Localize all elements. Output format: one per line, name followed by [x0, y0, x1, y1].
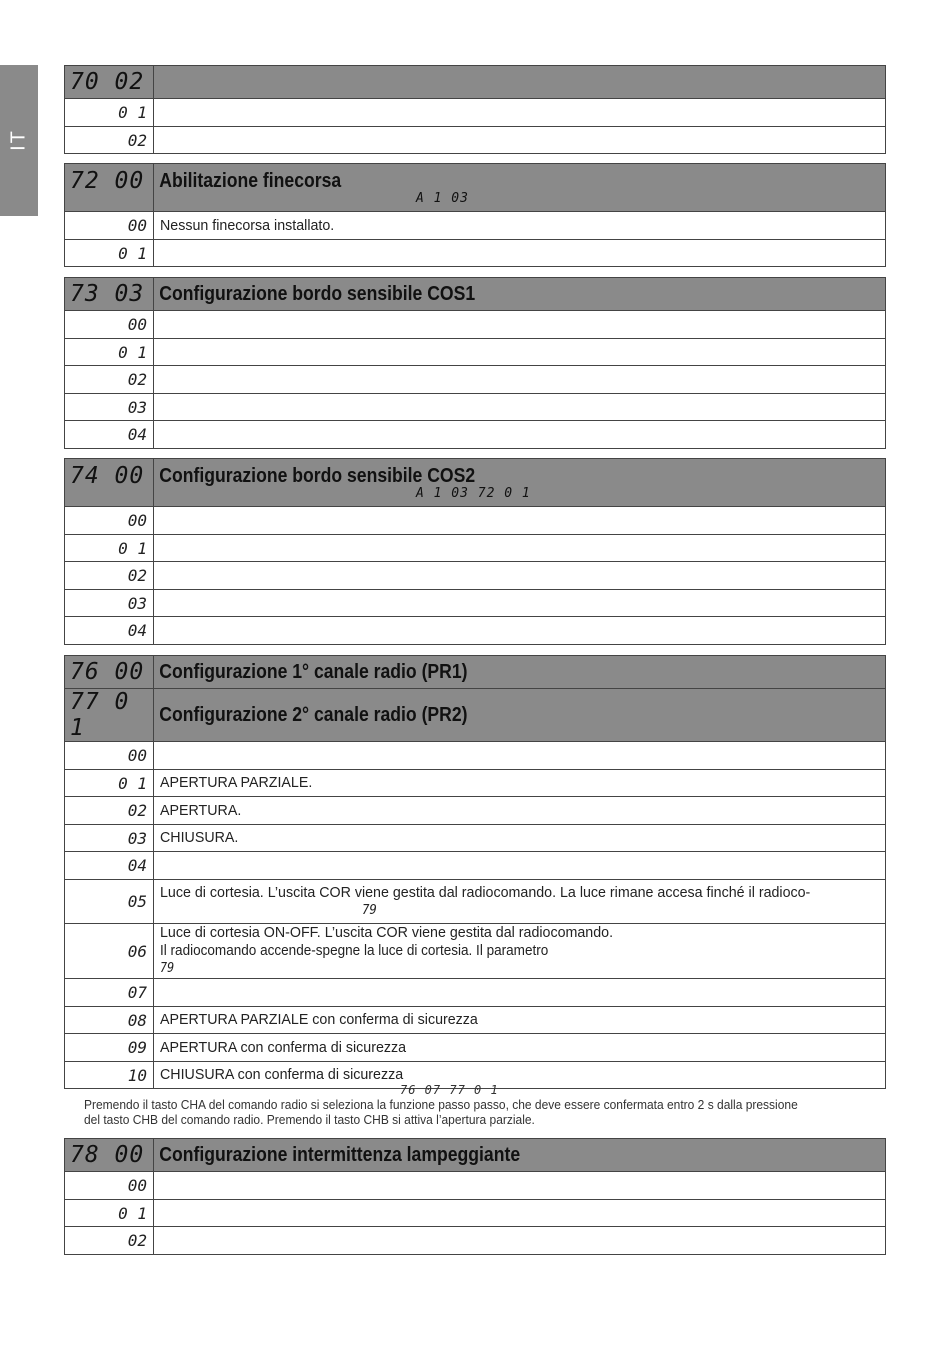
table-row	[65, 825, 886, 852]
table-row	[65, 1007, 886, 1034]
option-code: 04	[65, 852, 154, 880]
table-row	[65, 797, 886, 825]
option-desc	[154, 1172, 886, 1200]
option-desc: APERTURA.	[154, 797, 886, 825]
note-block	[84, 1083, 894, 1128]
table-row	[65, 99, 886, 127]
table-row	[65, 1172, 886, 1200]
option-code: 07	[65, 979, 154, 1007]
option-desc	[154, 617, 886, 645]
param-table-73	[64, 277, 886, 449]
param-code: 73 03	[65, 278, 154, 311]
table-row	[65, 617, 886, 645]
section-header	[65, 164, 886, 212]
option-code: 05	[65, 880, 154, 924]
table-row	[65, 1200, 886, 1227]
option-desc	[154, 562, 886, 590]
section-header	[65, 1139, 886, 1172]
option-code: 0 1	[65, 240, 154, 267]
table-row	[65, 742, 886, 770]
option-code: 02	[65, 797, 154, 825]
table-row	[65, 562, 886, 590]
table-row	[65, 311, 886, 339]
option-code: 03	[65, 825, 154, 852]
option-code: 02	[65, 562, 154, 590]
option-desc: APERTURA PARZIALE con conferma di sicurezza	[154, 1007, 886, 1034]
param-ref-code: 79	[160, 961, 175, 976]
param-table-78	[64, 1138, 886, 1255]
option-desc	[154, 1227, 886, 1255]
option-code: 0 1	[65, 535, 154, 562]
param-code: 74 00	[65, 459, 154, 507]
section-title: Configurazione 1° canale radio (PR1)	[159, 660, 468, 683]
option-code: 02	[65, 366, 154, 394]
option-desc	[154, 339, 886, 366]
note-ref-codes: 76 07 77 0 1	[400, 1083, 499, 1097]
table-row	[65, 590, 886, 617]
option-desc	[154, 240, 886, 267]
option-code: 00	[65, 742, 154, 770]
table-row	[65, 1034, 886, 1062]
section-ref-codes: A 1 03 72 0 1	[416, 485, 531, 501]
option-code: 00	[65, 507, 154, 535]
table-row	[65, 127, 886, 154]
table-row	[65, 979, 886, 1007]
table-row	[65, 1227, 886, 1255]
option-code: 02	[65, 1227, 154, 1255]
language-tab-label: IT	[7, 129, 30, 151]
option-desc: APERTURA PARZIALE.	[154, 770, 886, 797]
param-table-72	[64, 163, 886, 267]
section-title: Configurazione intermittenza lampeggiante	[159, 1143, 521, 1166]
option-desc	[154, 394, 886, 421]
option-code: 02	[65, 127, 154, 154]
table-row	[65, 366, 886, 394]
option-desc	[154, 742, 886, 770]
section-title: Abilitazione finecorsa	[159, 169, 342, 192]
option-desc	[154, 535, 886, 562]
table-row	[65, 240, 886, 267]
option-desc: Luce di cortesia. L’uscita COR viene gestita dal radiocomando. La luce rimane accesa finché il radioco- 79	[154, 880, 886, 924]
table-row	[65, 421, 886, 449]
param-code: 72 00	[65, 164, 154, 212]
option-desc	[154, 979, 886, 1007]
option-code: 0 1	[65, 1200, 154, 1227]
option-desc	[154, 311, 886, 339]
option-code: 04	[65, 421, 154, 449]
note-line-2: del tasto CHB del comando radio. Premendo il tasto CHB si attiva l’apertura parziale.	[84, 1113, 535, 1127]
section-title: Configurazione bordo sensibile COS1	[159, 282, 476, 305]
table-row	[65, 394, 886, 421]
table-row	[65, 339, 886, 366]
option-desc	[154, 1200, 886, 1227]
option-code: 09	[65, 1034, 154, 1062]
option-desc	[154, 852, 886, 880]
option-desc	[154, 507, 886, 535]
option-code: 0 1	[65, 339, 154, 366]
param-table-76-77	[64, 655, 886, 1089]
table-row	[65, 212, 886, 240]
table-row	[65, 880, 886, 924]
option-desc	[154, 421, 886, 449]
table-row	[65, 535, 886, 562]
table-row	[65, 924, 886, 979]
note-line-1: Premendo il tasto CHA del comando radio si seleziona la funzione passo passo, che deve essere confermata entro 2 s dalla pressione	[84, 1098, 798, 1112]
param-ref-code: 79	[362, 902, 377, 918]
param-table-74	[64, 458, 886, 645]
option-code: 00	[65, 1172, 154, 1200]
section-title: Configurazione 2° canale radio (PR2)	[159, 703, 468, 726]
option-desc	[154, 590, 886, 617]
table-row	[65, 770, 886, 797]
section-title: Configurazione bordo sensibile COS2	[159, 464, 476, 487]
option-desc: CHIUSURA.	[154, 825, 886, 852]
option-code: 0 1	[65, 99, 154, 127]
option-desc: Luce di cortesia ON-OFF. L’uscita COR viene gestita dal radiocomando. Il radiocomando accende-spegne la luce di cortesia. Il parametro 79	[154, 924, 886, 979]
param-code: 70 02	[65, 66, 154, 99]
option-desc	[154, 366, 886, 394]
option-desc: Nessun finecorsa installato.	[154, 212, 886, 240]
param-table-70	[64, 65, 886, 154]
option-code: 00	[65, 212, 154, 240]
table-row	[65, 852, 886, 880]
option-desc: CHIUSURA con conferma di sicurezza	[154, 1062, 886, 1089]
section-header	[65, 459, 886, 507]
section-header	[65, 689, 886, 742]
option-code: 06	[65, 924, 154, 979]
section-header	[65, 66, 886, 99]
option-code: 10	[65, 1062, 154, 1089]
language-tab	[0, 65, 38, 216]
section-header	[65, 656, 886, 689]
option-code: 08	[65, 1007, 154, 1034]
section-ref-codes: A 1 03	[416, 190, 469, 206]
param-code: 76 00	[65, 656, 154, 689]
table-row	[65, 507, 886, 535]
option-desc: APERTURA con conferma di sicurezza	[154, 1034, 886, 1062]
param-code: 77 0 1	[65, 689, 154, 742]
option-code: 03	[65, 394, 154, 421]
option-code: 0 1	[65, 770, 154, 797]
option-desc	[154, 127, 886, 154]
option-code: 03	[65, 590, 154, 617]
section-header	[65, 278, 886, 311]
option-code: 04	[65, 617, 154, 645]
option-desc	[154, 99, 886, 127]
option-code: 00	[65, 311, 154, 339]
param-code: 78 00	[65, 1139, 154, 1172]
